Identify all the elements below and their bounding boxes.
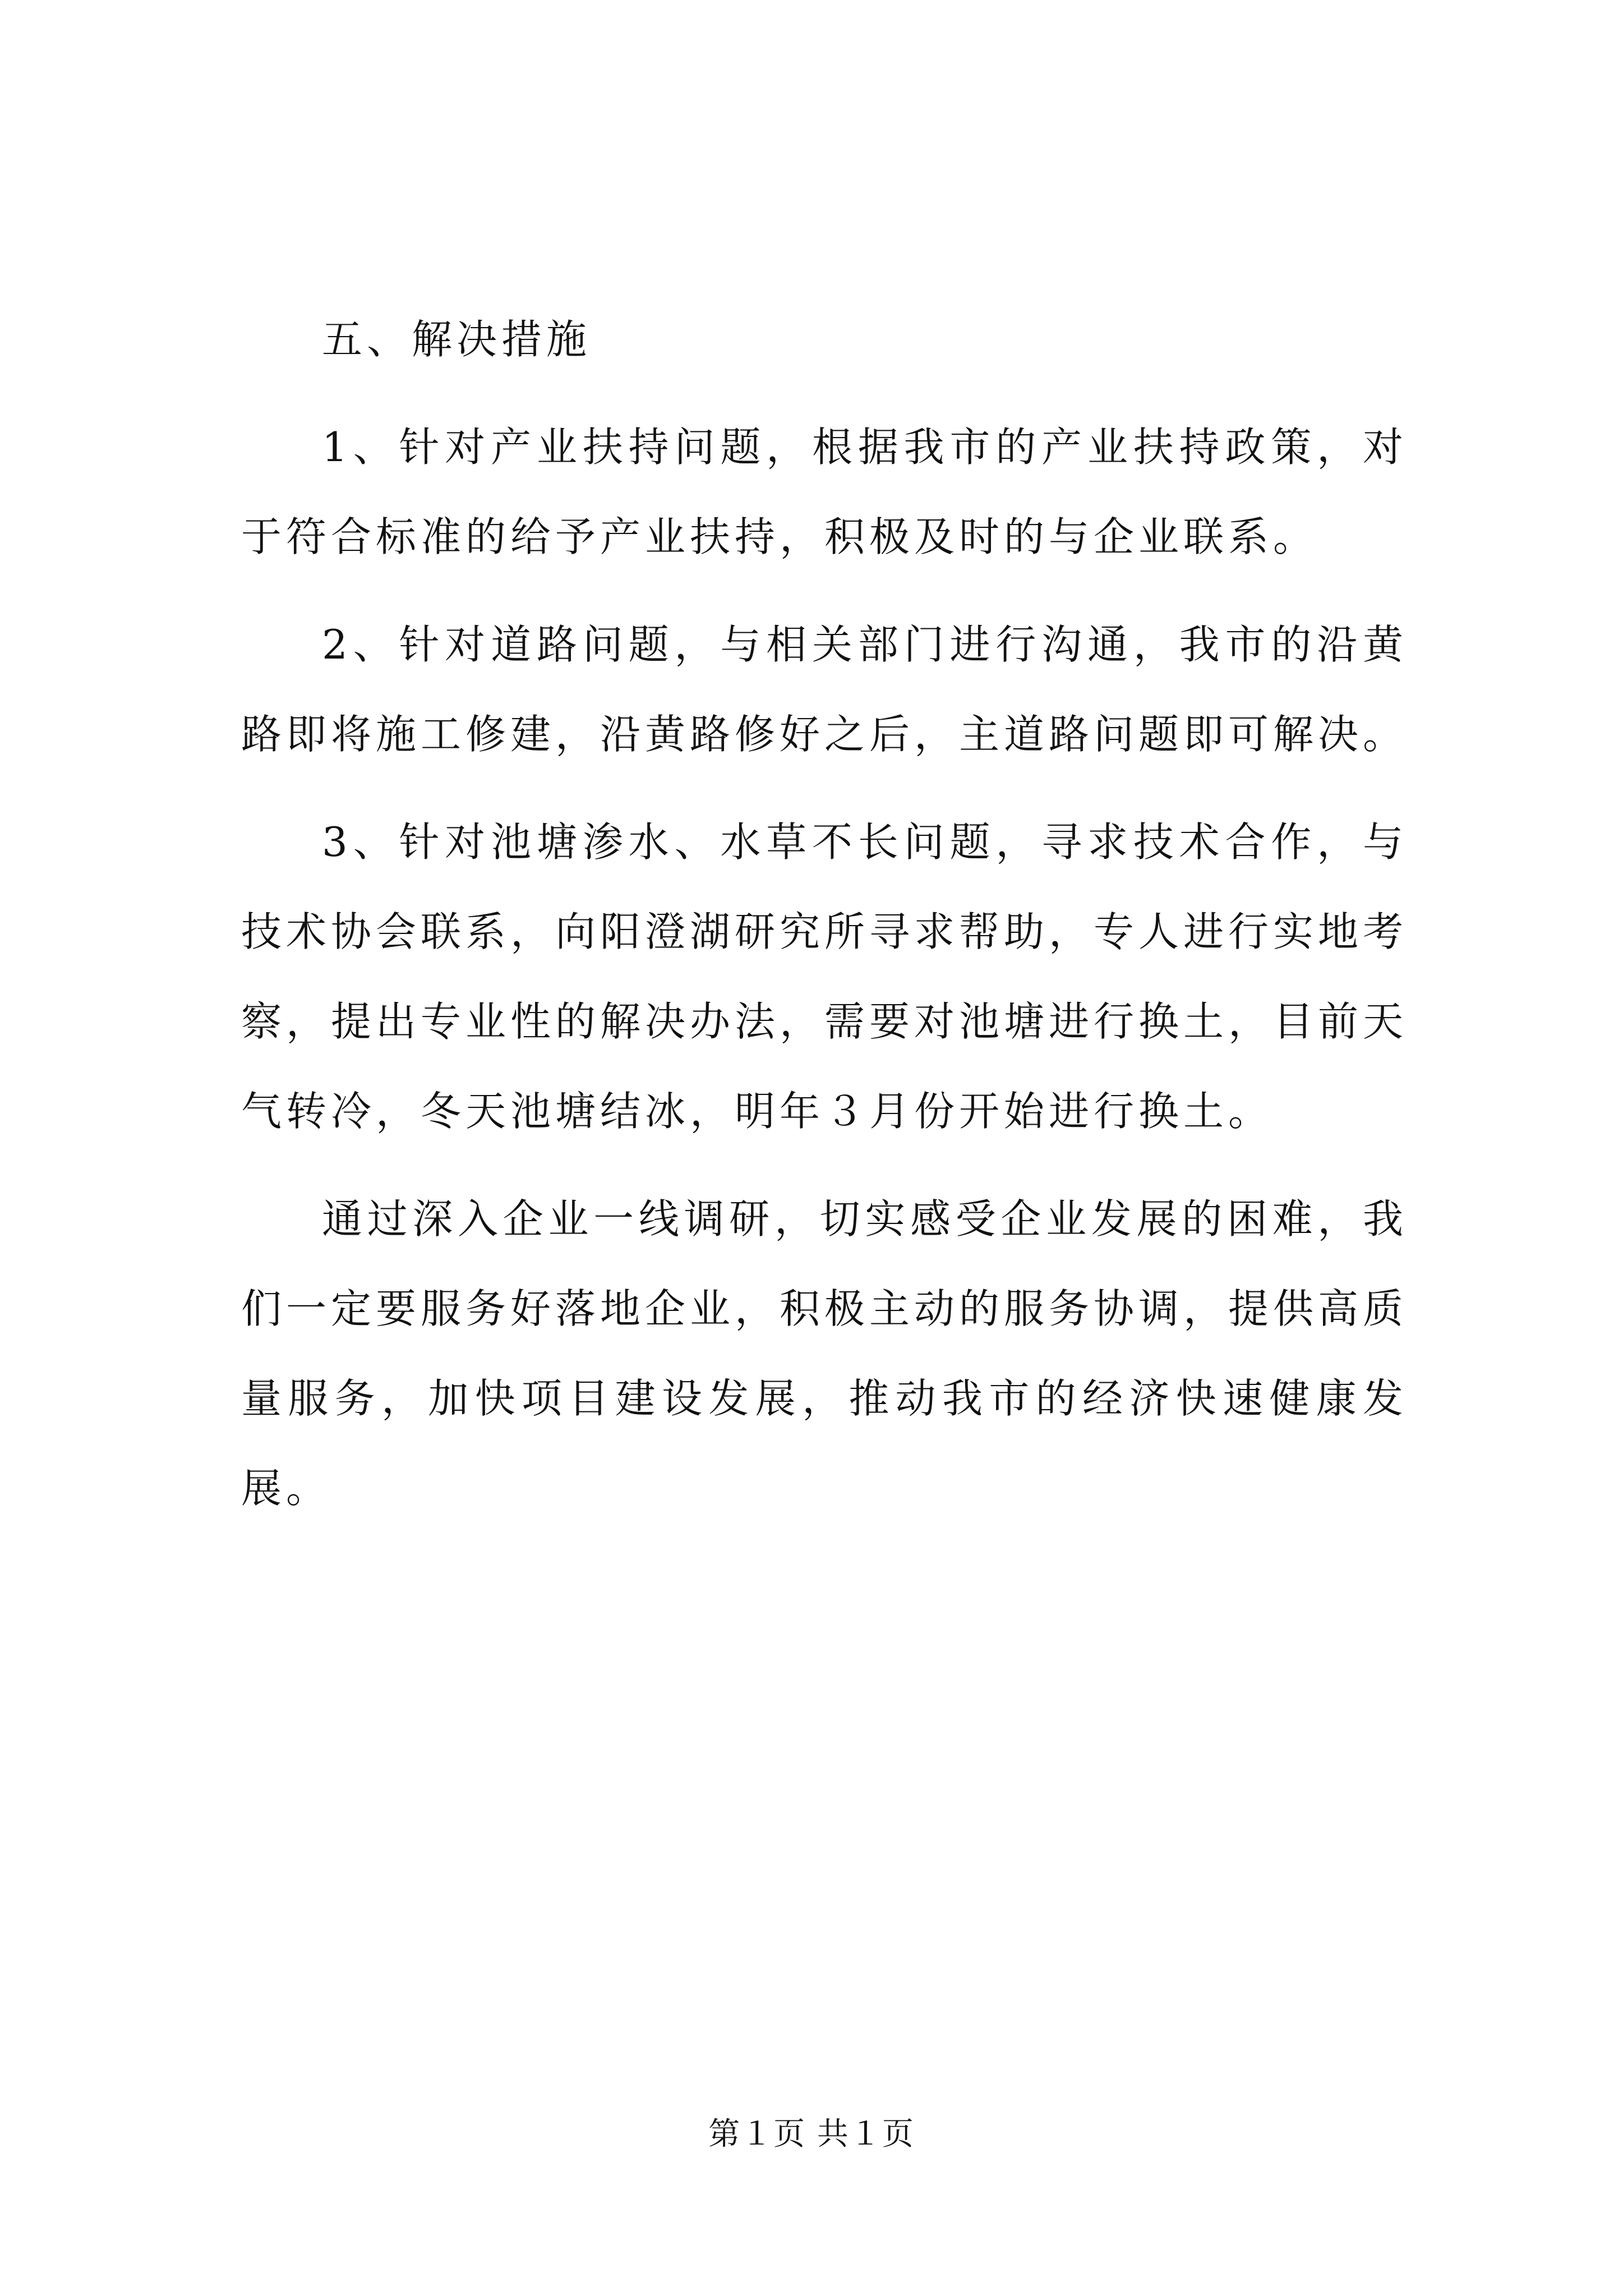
paragraph-conclusion: 通过深入企业一线调研，切实感受企业发展的困难，我们一定要服务好落地企业，积极主动的服务协调，提供高质量服务，加快项目建设发展，推动我市的经济快速健康发展。 <box>241 1195 1408 1512</box>
paragraph-measure-3: 3、针对池塘渗水、水草不长问题，寻求技术合作，与技术协会联系，向阳澄湖研究所寻求帮助，专人进行实地考察，提出专业性的解决办法，需要对池塘进行换土，目前天气转冷，冬天池塘结冰，明年３月份开始进行换土。 <box>241 818 1408 1135</box>
section-heading: 五、解决措施 <box>322 316 592 363</box>
paragraph-measure-2: 2、针对道路问题，与相关部门进行沟通，我市的沿黄路即将施工修建，沿黄路修好之后，主道路问题即可解决。 <box>241 621 1408 758</box>
document-body <box>241 295 1408 1533</box>
page-number-footer: 第１页 共１页 <box>708 2116 915 2152</box>
paragraph-measure-1: 1、针对产业扶持问题，根据我市的产业扶持政策，对于符合标准的给予产业扶持，积极及时的与企业联系。 <box>241 424 1408 560</box>
